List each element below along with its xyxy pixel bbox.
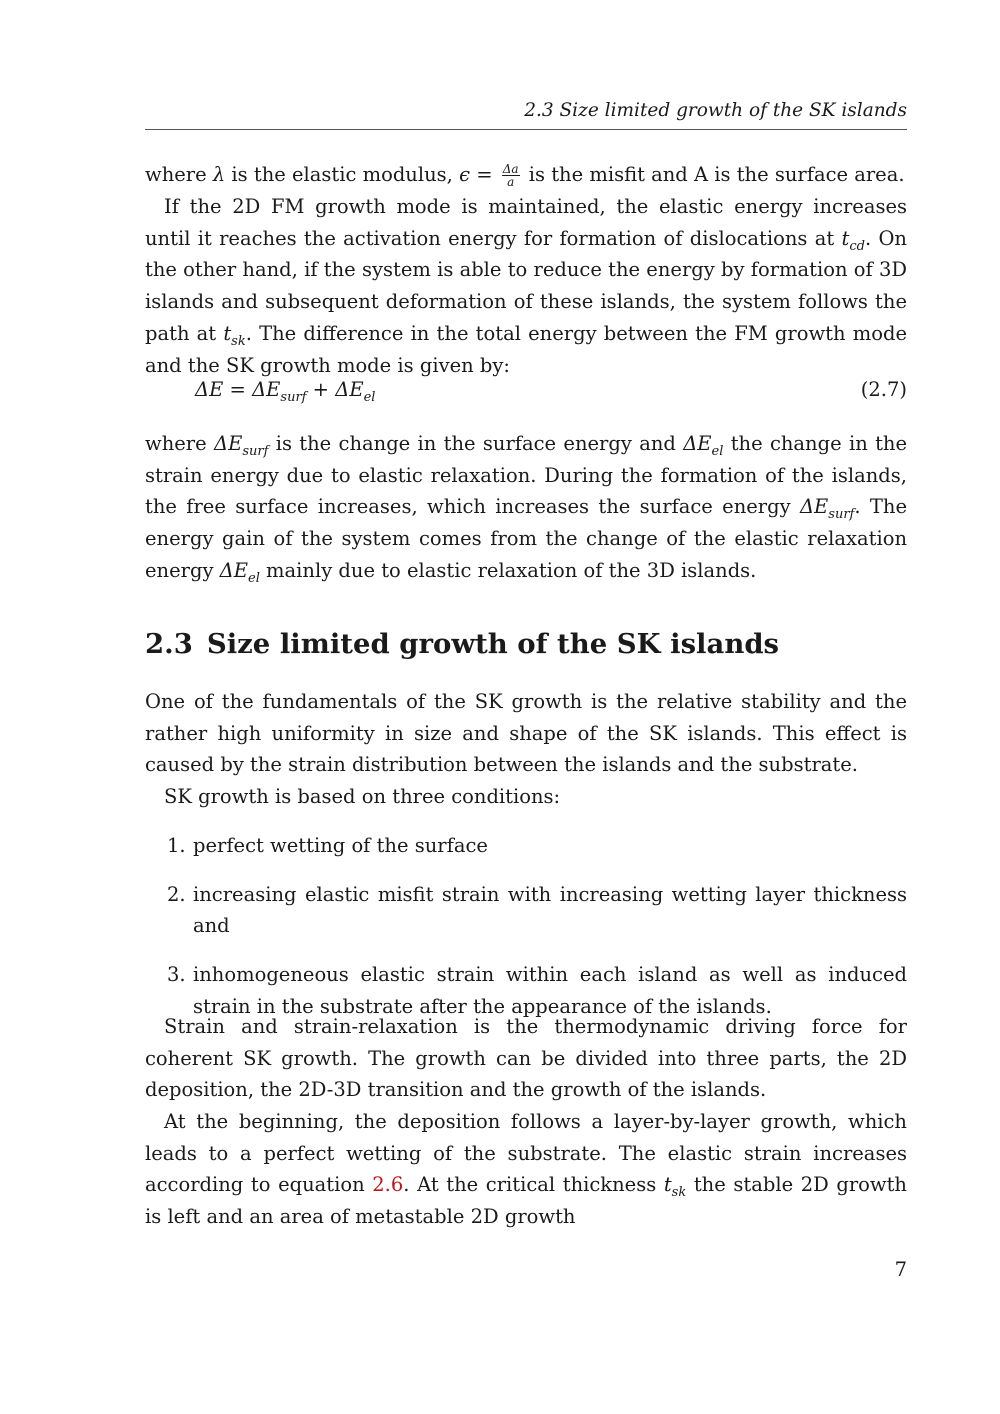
list-item: 3. inhomogeneous elastic strain within each island as well as induced strain in the substrate after the appearance of the islands. [167, 963, 907, 1018]
section-title: Size limited growth of the SK islands [206, 628, 780, 660]
paragraph-energy-terms: where $\Delta E_{surf}$ is the change in the surface energy and $\Delta E_{el}$ the change in the strain energy due to elastic relaxation. During the formation of the islands, the free surface increases, which increases the surface energy $\Delta E_{surf}$. The energy gain of the system comes from the change of the elastic relaxation energy $\Delta E_{el}$ mainly due to elastic relaxation of the 3D islands. [145, 432, 908, 586]
paragraph-strain: Strain and strain-relaxation is the thermodynamic driving force for coherent SK growth. The growth can be divided into three parts, the 2D deposition, the 2D-3D transition and the growth of the islands. [145, 1015, 907, 1102]
equation-reference-link[interactable]: 2.6 [372, 1173, 404, 1197]
paragraph-fundamentals: One of the fundamentals of the SK growth is the relative stability and the rather high uniformity in size and shape of the SK islands. This effect is caused by the strain distribution between the islands and the substrate. [145, 690, 907, 777]
lambda-symbol: λ [212, 163, 226, 186]
page-number: 7 [894, 1258, 907, 1281]
paragraph-fm-growth: If the 2D FM growth mode is maintained, the elastic energy increases until it reaches the activation energy for formation of dislocations at $t_{cd}$. On the other hand, if the system is able to reduce the energy by formation of 3D islands and subsequent deformation of these islands, the system follows the path at $t_{sk}$. The difference in the total energy between the FM growth mode and the SK growth mode is given by: [145, 195, 907, 377]
equation-number: (2.7) [860, 378, 907, 401]
conditions-list [145, 830, 907, 1040]
list-item: 1. perfect wetting of the surface [167, 834, 488, 857]
paragraph-beginning: At the beginning, the deposition follows a layer-by-layer growth, which leads to a perfect wetting of the substrate. The elastic strain increases according to equation 2.6. At the critical thickness $t_{sk}$ the stable 2D growth is left and an area of metastable 2D growth [145, 1110, 907, 1229]
section-number: 2.3 [145, 628, 193, 660]
page: 2.3 Size limited growth of the SK islands where λ is the elastic modulus, ϵ = $\frac{\Delta a}{a}$ is the misfit and A is the surface area. If the 2D FM growth mode is maintained, the elastic energy increases until it reaches the activation energy for formation of dislocations at $t_{cd}$. On the other hand, if the system is able to reduce the energy by formation of 3D islands and subsequent deformation of these islands, the system follows the path at $t_{sk}$. The difference in the total energy between the FM growth mode and the SK growth mode is given by: $\Delta E = \Delta E_{surf} + \Delta E_{el}$ (2.7) where $\Delta E_{surf}$ is the change in the surface energy and $\Delta E_{el}$ the change in the strain energy due to elastic relaxation. During the formation of the islands, the free surface increases, which increases the surface energy $\Delta E_{surf}$. The energy gain of the system comes from the change of the elastic relaxation energy $\Delta E_{el}$ mainly due to elastic relaxation of the 3D islands. 2.3 Size limited growth of the SK islands One of the fundamentals of the SK growth is the relative stability and the rather high uniformity in size and shape of the SK islands. This effect is caused by the strain distribution between the islands and the substrate. SK growth is based on three conditions: 1. perfect wetting of the surface 2. increasing elastic misfit strain with increasing wetting layer thickness and 3. inhomogeneous elastic strain within each island as well as induced strain in the substrate after the appearance of the islands. Strain and strain-relaxation is the thermodynamic driving force for coherent SK growth. The growth can be divided into three parts, the 2D deposition, the 2D-3D transition and the growth of the islands. At the beginning, the deposition follows a layer-by-layer growth, which leads to a perfect wetting of the substrate. The elastic strain increases according to equation 2.6. At the critical thickness $t_{sk}$ the stable 2D growth is left and an area of metastable 2D growth 7 [145, 100, 908, 1281]
section-heading [145, 628, 779, 660]
list-item: 2. increasing elastic misfit strain with increasing wetting layer thickness and [167, 882, 907, 938]
epsilon-symbol: ϵ [459, 163, 470, 186]
misfit-fraction: $\frac{\Delta a}{a}$ [502, 162, 519, 189]
paragraph-misfit-definition: where λ is the elastic modulus, ϵ = $\frac{\Delta a}{a}$ is the misfit and A is the surface area. [145, 162, 905, 189]
running-header: 2.3 Size limited growth of the SK islands [145, 100, 907, 130]
paragraph-conditions-intro: SK growth is based on three conditions: [164, 785, 561, 808]
